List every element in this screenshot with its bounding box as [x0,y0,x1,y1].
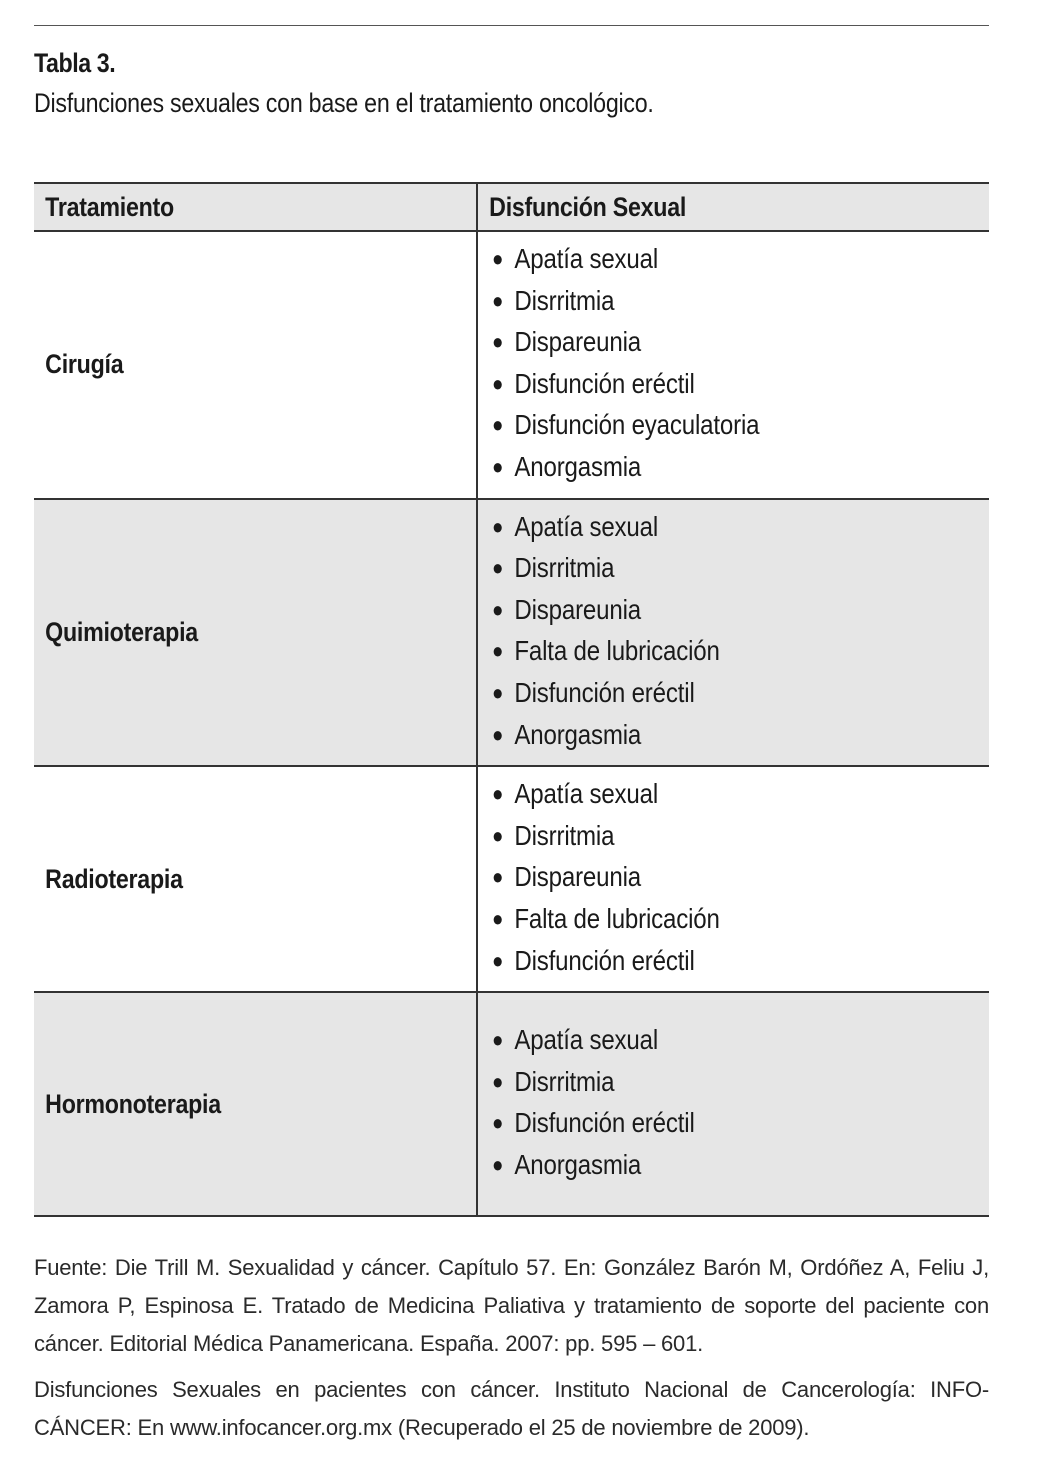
table-caption-label: Tabla 3. [34,48,116,78]
list-item: ● Anorgasmia [492,450,642,482]
list-item: ● Disrritmia [492,552,615,584]
bullet-icon: ● [492,1151,504,1177]
bullet-icon: ● [492,1110,504,1136]
dysfunction-cell [477,499,989,767]
treatment-cell [34,499,477,767]
dysfunction-cell [477,766,989,992]
treatment-name: Hormonoterapia [45,1088,221,1119]
dysfunction-list [478,1013,989,1195]
list-item: ● Anorgasmia [492,1148,642,1180]
treatment-name: Quimioterapia [45,616,198,647]
header-treatment: Tratamiento [34,183,477,231]
treatment-name: Cirugía [45,349,124,380]
bullet-icon: ● [492,246,504,271]
bullet-icon: ● [492,329,504,355]
list-item: ● Disfunción eréctil [492,944,695,976]
list-item: ● Falta de lubricación [492,635,720,667]
bullet-icon: ● [492,1026,504,1052]
dysfunction-cell [477,992,989,1216]
dysfunction-list [478,500,989,766]
bullet-icon: ● [492,721,504,747]
list-item: ● Disfunción eréctil [492,367,695,399]
header-dysfunction: Disfunción Sexual [477,183,989,231]
bullet-icon: ● [492,1068,504,1094]
list-item: ● Falta de lubricación [492,902,720,934]
bullet-icon: ● [492,905,504,931]
list-item: ● Dispareunia [492,593,641,625]
list-item: ● Disfunción eyaculatoria [492,409,760,441]
list-item: ● Disrritmia [492,284,615,316]
bullet-icon: ● [492,412,504,438]
list-item: ● Disrritmia [492,1065,615,1097]
treatment-cell [34,992,477,1216]
bullet-icon: ● [492,287,504,313]
list-item: ● Anorgasmia [492,718,642,750]
bullet-icon: ● [492,453,504,479]
list-item: ● Apatía sexual [492,1023,659,1055]
dysfunction-list [478,232,989,498]
dysfunction-list [478,767,989,991]
list-item: ● Apatía sexual [492,243,659,274]
list-item: ● Apatía sexual [492,778,659,810]
list-item: ● Dispareunia [492,326,641,358]
list-item: ● Disfunción eréctil [492,676,695,708]
table-row [34,766,989,992]
top-rule [34,25,989,26]
list-item: ● Dispareunia [492,861,641,893]
bullet-icon: ● [492,596,504,622]
treatment-name: Radioterapia [45,863,183,894]
treatment-cell [34,231,477,499]
table-row [34,499,989,767]
source-note: Fuente: Die Trill M. Sexualidad y cáncer. Capítulo 57. En: González Barón M, Ordóñez A, Feliu J, Zamora P, Espinosa E. Tratado de Medicina Paliativa y tratamiento de soporte del paciente con cáncer. Editorial Médica Panamericana. España. 2007: pp. 595 – 601. [34,1255,989,1356]
bullet-icon: ● [492,947,504,973]
bullet-icon: ● [492,679,504,705]
list-item: ● Apatía sexual [492,510,659,542]
bullet-icon: ● [492,822,504,848]
table-row [34,992,989,1216]
list-item: ● Disrritmia [492,819,615,851]
bullet-icon: ● [492,781,504,807]
bullet-icon: ● [492,370,504,396]
bullet-icon: ● [492,555,504,581]
table-caption-title: Disfunciones sexuales con base en el tratamiento oncológico. [34,88,654,118]
dysfunction-table [34,182,989,1217]
dysfunction-cell [477,231,989,499]
list-item: ● Disfunción eréctil [492,1107,695,1139]
treatment-cell [34,766,477,992]
bullet-icon: ● [492,864,504,890]
bullet-icon: ● [492,513,504,539]
table-row [34,231,989,499]
reference-note: Disfunciones Sexuales en pacientes con cáncer. Instituto Nacional de Cancerología: INFO-CÁNCER: En www.infocancer.org.mx (Recuperado el 25 de noviembre de 2009). [34,1377,989,1440]
table-header-row [34,183,989,231]
bullet-icon: ● [492,638,504,664]
